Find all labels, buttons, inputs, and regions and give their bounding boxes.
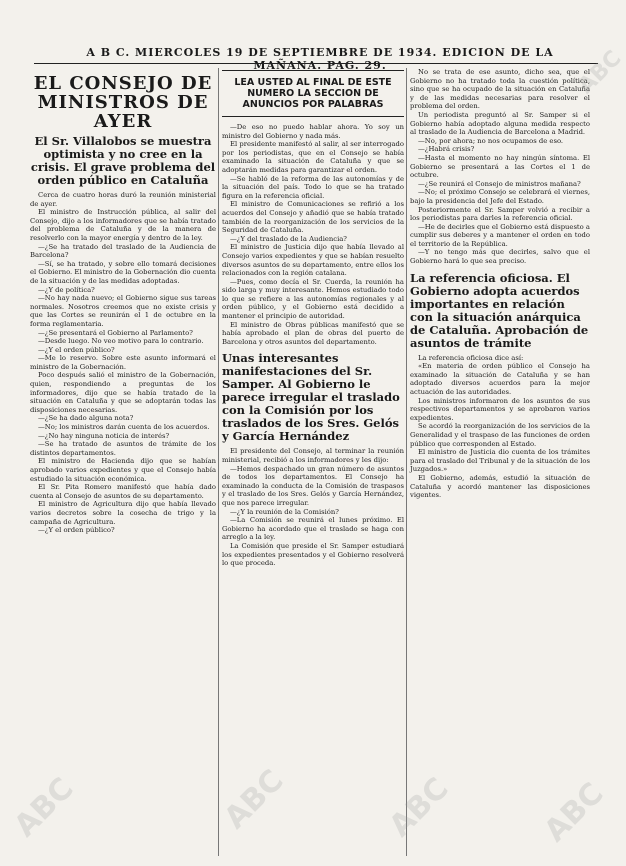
paragraph: —De eso no puedo hablar ahora. Yo soy un ministro del Gobierno y nada más. <box>222 123 404 140</box>
paragraph: —¿Y del traslado de la Audiencia? <box>230 234 347 243</box>
paragraph: El ministro de Obras públicas manifestó que se había aprobado el plan de obras del puerto de Barcelona y otros asuntos del departamento. <box>222 320 404 346</box>
paragraph: —No; los ministros darán cuenta de los acuerdos. <box>38 423 210 432</box>
paragraph: —Y no tengo más que decirles, salvo que el Gobierno hará lo que sea preciso. <box>410 248 590 266</box>
paragraph: Los ministros informaron de los asuntos de sus respectivos departamentos y se aprobaron varios expedientes. <box>410 396 590 422</box>
paragraph: —¿Se ha tratado del traslado de la Audiencia de Barcelona? <box>30 242 216 260</box>
article-body <box>30 191 216 535</box>
paragraph: —¿Y la reunión de la Comisión? <box>230 507 339 516</box>
column-divider <box>218 68 219 856</box>
paragraph: —¿Y de política? <box>38 285 95 294</box>
paragraph: Se acordó la reorganización de los servicios de la Generalidad y el traspaso de las funciones de orden público que corresponden al Estado. <box>410 422 590 448</box>
ad-notice-box: LEA USTED AL FINAL DE ESTE NUMERO LA SECCION DE ANUNCIOS POR PALABRAS <box>222 70 404 117</box>
watermark: ABC <box>573 46 626 99</box>
paragraph: —Hasta el momento no hay ningún síntoma. El Gobierno se presentará a las Cortes el 1 de octubre. <box>410 153 590 180</box>
paragraph: La Comisión que preside el Sr. Samper estudiará los expedientes presentados y el Gobierno resolverá lo que proceda. <box>222 541 404 568</box>
paragraph: Un periodista preguntó al Sr. Samper si el Gobierno había adoptado alguna medida respecto al traslado de la Audiencia de Barcelona a Madrid. <box>410 110 590 137</box>
column-1 <box>30 68 216 858</box>
paragraph: El ministro de Hacienda dijo que se habían aprobado varios expedientes y que el Consejo había estudiado la situación económica. <box>30 457 216 483</box>
paragraph: —¿Se presentará el Gobierno al Parlamento? <box>38 328 193 337</box>
paragraph: El ministro de Comunicaciones se refirió a los acuerdos del Consejo y añadió que se había tratado también de la reorganización de los servicios de la Seguridad de Cataluña. <box>222 200 404 235</box>
paragraph: El Gobierno, además, estudió la situación de Cataluña y acordó mantener las disposiciones vigentes. <box>410 473 590 500</box>
paragraph: —Sí, se ha tratado, y sobre ello tomará decisiones el Gobierno. El ministro de la Gobernación dio cuenta de la situación y de las medidas adoptadas. <box>30 259 216 285</box>
article-title-2: Unas interesantes manifestaciones del Sr. Samper. Al Gobierno le parece irregular el traslado con la Comisión por los traslados de los Sres. Gelós y García Hernández <box>222 351 400 444</box>
paragraph: —Hemos despachado un gran número de asuntos de todos los departamentos. El Consejo ha examinado la conducta de la Comisión de traspasos y el traslado de los Sres. Gelós y García Hernández, que nos parece irregular. <box>222 464 404 507</box>
paragraph: «En materia de orden público el Consejo ha examinado la situación de Cataluña y se han adoptado diversos acuerdos para la mejor actuación de las autoridades. <box>410 362 590 397</box>
paragraph: —No hay nada nuevo; el Gobierno sigue sus tareas normales. Nosotros creemos que no existe crisis y que las Cortes se reunirán el 1 de octubre en la forma reglamentaria. <box>30 294 216 328</box>
watermark: ABC <box>537 776 611 849</box>
column-3 <box>410 68 590 858</box>
paragraph: —No; el próximo Consejo se celebrará el viernes, bajo la presidencia del Jefe del Estado. <box>410 188 590 205</box>
paragraph: —Me lo reservo. Sobre este asunto informará el ministro de la Gobernación. <box>30 354 216 371</box>
paragraph: —¿Se ha dado alguna nota? <box>38 414 134 423</box>
paragraph: —No, por ahora; no nos ocupamos de eso. <box>418 136 564 145</box>
paragraph: El ministro de Justicia dio cuenta de los trámites para el traslado del Tribunal y de la situación de los Juzgados.» <box>410 448 590 474</box>
header-rule <box>34 63 598 64</box>
paragraph: —Se ha tratado de asuntos de trámite de los distintos departamentos. <box>30 440 216 457</box>
watermark: ABC <box>382 771 456 844</box>
paragraph: —¿Habrá crisis? <box>418 145 475 154</box>
paragraph: —La Comisión se reunirá el lunes próximo. El Gobierno ha acordado que el traslado se haga con arreglo a la ley. <box>222 516 404 542</box>
paragraph: —Desde luego. No veo motivo para lo contrario. <box>38 337 204 346</box>
article-body-2 <box>222 447 404 567</box>
paragraph: El presidente del Consejo, al terminar la reunión ministerial, recibió a los informadores y les dijo: <box>222 447 404 465</box>
paragraph: —He de decirles que el Gobierno está dispuesto a cumplir sus deberes y a mantener el orden en todo el territorio de la República. <box>410 222 590 248</box>
paragraph: El ministro de Justicia dijo que había llevado al Consejo varios expedientes y que se habían resuelto diversos asuntos de su departamento, entre ellos los relacionados con la región catalana. <box>222 243 404 278</box>
column-2 <box>222 68 404 858</box>
paragraph: —¿Y el orden público? <box>38 345 115 354</box>
paragraph: —¿Se reunirá el Consejo de ministros mañana? <box>418 179 581 188</box>
paragraph: El ministro de Agricultura dijo que había llevado varios decretos sobre la cosecha de trigo y la campaña de Agricultura. <box>30 500 216 526</box>
paragraph: Poco después salió el ministro de la Gobernación, quien, respondiendo a preguntas de los informadores, dijo que se había tratado de la situación en Cataluña y que se adoptarán todas las disposiciones necesarias. <box>30 371 216 414</box>
paragraph: —Se habló de la reforma de las autonomías y de la situación del país. Todo lo que se ha tratado figura en la referencia oficial. <box>222 174 404 200</box>
paragraph: —Pues, como decía el Sr. Cuerda, la reunión ha sido larga y muy interesante. Hemos estudiado todo lo que se refiere a las autonomías regionales y al orden público, y el Gobierno está decidido a mantener el principio de autoridad. <box>222 277 404 321</box>
article-body <box>410 68 590 266</box>
paragraph: Posteriormente el Sr. Samper volvió a recibir a los periodistas para darles la referencia oficial. <box>410 205 590 223</box>
article-title: EL CONSEJO DE MINISTROS DE AYER <box>33 73 213 132</box>
article-body-3 <box>410 354 590 500</box>
paragraph: —¿Y el orden público? <box>38 526 115 535</box>
column-divider <box>406 68 407 856</box>
paragraph: —¿No hay ninguna noticia de interés? <box>38 431 170 440</box>
paragraph: No se trata de ese asunto, dicho sea, que el Gobierno no ha tratado toda la cuestión política, sino que se ha ocupado de la situación en Cataluña y de las medidas necesarias para resolver el problema del orden. <box>410 68 590 111</box>
paragraph: Cerca de cuatro horas duró la reunión ministerial de ayer. <box>30 191 216 208</box>
article-subhead: El Sr. Villalobos se muestra optimista y no cree en la crisis. El grave problema del orden público en Cataluña <box>30 134 216 187</box>
paragraph: El Sr. Pita Romero manifestó que había dado cuenta al Consejo de asuntos de su departamento. <box>30 483 216 500</box>
article-title-3: La referencia oficiosa. El Gobierno adopta acuerdos importantes en relación con la situación anárquica de Cataluña. Aprobación de asuntos de trámite <box>410 270 589 350</box>
article-body <box>222 123 404 346</box>
page-header: A B C. MIERCOLES 19 DE SEPTIEMBRE DE 1934. EDICION DE LA MAÑANA. PAG. 29. <box>86 46 554 72</box>
watermark: ABC <box>7 771 81 844</box>
paragraph: La referencia oficiosa dice así: <box>418 353 524 362</box>
paragraph: El presidente manifestó al salir, al ser interrogado por los periodistas, que en el Consejo se había examinado la situación de Cataluña y que se adoptarán medidas para garantizar el orden. <box>222 140 404 174</box>
watermark: ABC <box>217 763 291 836</box>
paragraph: El ministro de Instrucción pública, al salir del Consejo, dijo a los informadores que se había tratado del problema de Cataluña y de la manera de resolverlo con la mayor energía y dentro de la ley. <box>30 208 216 242</box>
